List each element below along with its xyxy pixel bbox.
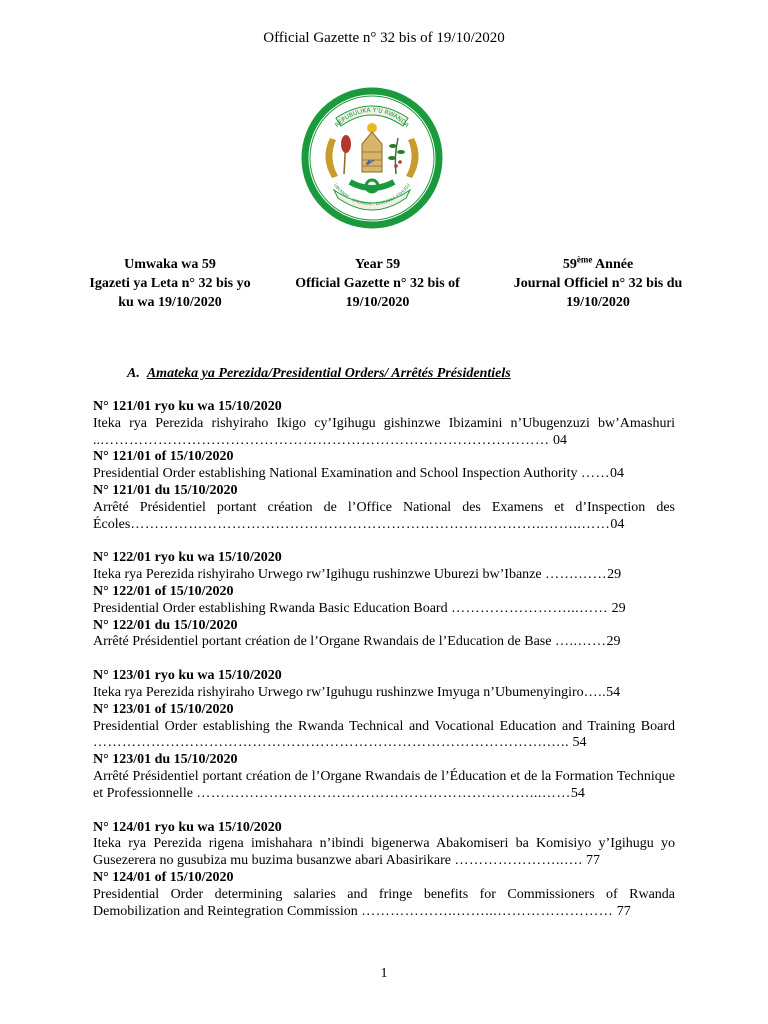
heading-line: Journal Officiel n° 32 bis du bbox=[513, 276, 683, 291]
leader-dots: ………………………………………………………………………………….….. bbox=[93, 735, 569, 751]
section-heading: A. Amateka ya Perezida/Presidential Orders/ Arrêtés Présidentiels bbox=[127, 366, 511, 381]
page-ref: 29 bbox=[607, 567, 622, 583]
page-number: 1 bbox=[380, 966, 388, 981]
table-of-contents bbox=[93, 399, 675, 937]
leader-dots: ………………..……...…………………… bbox=[361, 903, 614, 919]
order-number: N° 122/01 of 15/10/2020 bbox=[93, 583, 234, 599]
seal-top-text: REPUBULIKA Y'U RWANDA bbox=[333, 106, 411, 129]
leader-dots: ….. bbox=[583, 684, 607, 700]
page-ref: 54 bbox=[569, 735, 587, 751]
heading-line: 59ème Année bbox=[562, 254, 634, 272]
order-title-text: Arrêté Présidentiel portant création de l’Organe Rwandais de l’Éducation et de la Formation Technique et Professionnelle bbox=[93, 768, 675, 801]
order-number: N° 123/01 of 15/10/2020 bbox=[93, 701, 234, 717]
order-number: N° 122/01 ryo ku wa 15/10/2020 bbox=[93, 550, 282, 566]
toc-group bbox=[93, 668, 675, 802]
toc-group bbox=[93, 399, 675, 533]
order-title bbox=[93, 567, 675, 584]
heading-line: Umwaka wa 59 bbox=[124, 257, 216, 272]
order-title bbox=[93, 466, 675, 483]
page-ref: 04 bbox=[610, 516, 625, 532]
order-number: N° 124/01 of 15/10/2020 bbox=[93, 869, 234, 885]
order-title bbox=[93, 836, 675, 870]
page-ref: 54 bbox=[606, 684, 621, 700]
order-number: N° 124/01 ryo ku wa 15/10/2020 bbox=[93, 819, 282, 835]
order-title bbox=[93, 887, 675, 921]
order-number: N° 123/01 du 15/10/2020 bbox=[93, 752, 238, 768]
order-title bbox=[93, 416, 675, 450]
leader-dots: ………………………………………………………………………………… bbox=[100, 432, 550, 448]
order-title bbox=[93, 634, 675, 651]
order-title bbox=[93, 685, 675, 702]
gazette-header: Official Gazette n° 32 bis of 19/10/2020 bbox=[263, 30, 505, 46]
order-title-text: Iteka rya Perezida rigena imishahara n’ibindi bigenerwa Abakomiseri ba Komisiyo y’Igihugu yo Gusezerera no gusubiza mu buzima busanzwe abari Abasirikare bbox=[93, 836, 675, 869]
page-ref: 77 bbox=[613, 903, 631, 919]
page-ref: 54 bbox=[570, 785, 585, 801]
order-number: N° 121/01 of 15/10/2020 bbox=[93, 449, 234, 465]
order-title bbox=[93, 719, 675, 753]
page-ref: 04 bbox=[549, 432, 567, 448]
leader-dots: …………………..…. bbox=[454, 853, 583, 869]
page-ref: 77 bbox=[582, 853, 601, 869]
order-title-text: Arrêté Présidentiel portant création de l’Office National des Examens et d’Inspection des Écoles bbox=[93, 499, 675, 532]
english-heading bbox=[280, 255, 475, 312]
heading-line: ku wa 19/10/2020 bbox=[118, 295, 222, 310]
kinyarwanda-heading bbox=[75, 255, 265, 312]
order-title-text: Iteka rya Perezida rishyiraho Urwego rw’Igihugu rushinzwe Uburezi bw’Ibanze bbox=[93, 567, 546, 583]
order-title bbox=[93, 601, 675, 618]
leader-dots: …………………………………………………………………………..……..…… bbox=[130, 516, 611, 532]
seal-bottom-text: UBUMWE - UMURIMO - GUKUNDA IGIHUGU bbox=[332, 182, 412, 207]
heading-line: Year 59 bbox=[354, 257, 401, 272]
page-ref: 29 bbox=[608, 600, 626, 616]
heading-line: Igazeti ya Leta n° 32 bis yo bbox=[89, 276, 251, 291]
heading-line: 19/10/2020 bbox=[345, 295, 410, 310]
order-number: N° 121/01 ryo ku wa 15/10/2020 bbox=[93, 399, 282, 414]
order-number: N° 123/01 ryo ku wa 15/10/2020 bbox=[93, 668, 282, 684]
order-title-text: Presidential Order establishing National Examination and School Inspection Authority bbox=[93, 466, 581, 482]
order-title bbox=[93, 769, 675, 803]
heading-line: Official Gazette n° 32 bis of bbox=[295, 276, 460, 291]
leader-dots: ……………………………………………………………...…… bbox=[196, 785, 571, 801]
leader-dots: ……………………...…… bbox=[451, 600, 609, 616]
order-title-text: Presidential Order establishing Rwanda Basic Education Board bbox=[93, 600, 452, 616]
page-ref: 04 bbox=[609, 466, 624, 482]
order-title-text: Iteka rya Perezida rishyiraho Ikigo cy’Igihugu gishinzwe Ibizamini n’Ubugenzuzi bw’Amashuri .. bbox=[93, 415, 675, 448]
order-title bbox=[93, 500, 675, 534]
leader-dots: …….…… bbox=[545, 567, 608, 583]
toc-group bbox=[93, 820, 675, 921]
toc-group bbox=[93, 550, 675, 651]
leader-dots: …..…… bbox=[554, 634, 607, 650]
order-title-text: Presidential Order establishing the Rwanda Technical and Vocational Education and Training Board bbox=[93, 718, 675, 734]
french-heading bbox=[498, 255, 698, 312]
order-number: N° 122/01 du 15/10/2020 bbox=[93, 617, 238, 633]
page-ref: 29 bbox=[606, 634, 621, 650]
order-title-text: Presidential Order determining salaries and fringe benefits for Commissioners of Rwanda Demobilization and Reintegration Commission bbox=[93, 886, 675, 919]
order-title-text: Arrêté Présidentiel portant création de l’Organe Rwandais de l’Education de Base bbox=[93, 634, 555, 650]
order-number: N° 121/01 du 15/10/2020 bbox=[93, 482, 238, 498]
order-title-text: Iteka rya Perezida rishyiraho Urwego rw’Iguhugu rushinzwe Imyuga n’Ubumenyingiro bbox=[93, 684, 584, 700]
heading-line: 19/10/2020 bbox=[566, 295, 630, 310]
rwanda-coat-of-arms-icon bbox=[300, 86, 444, 230]
leader-dots: …… bbox=[580, 466, 610, 482]
